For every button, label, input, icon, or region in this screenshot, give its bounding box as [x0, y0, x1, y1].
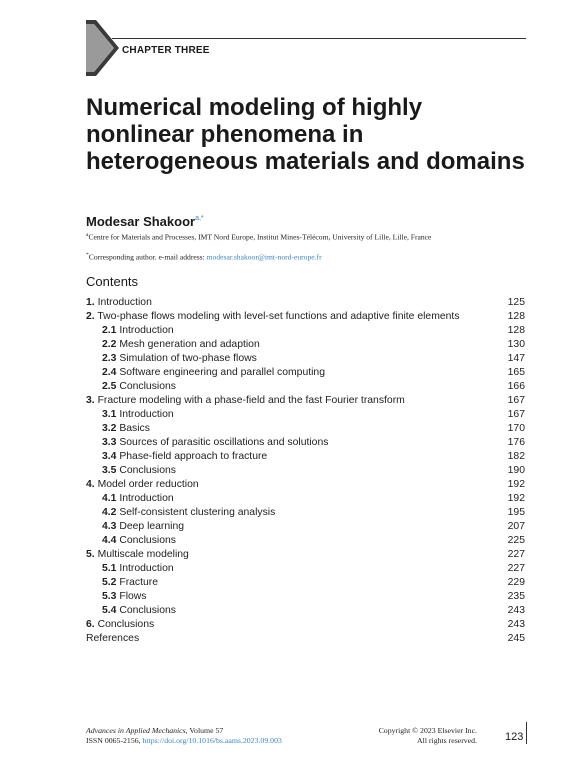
- toc-entry[interactable]: [86, 576, 526, 590]
- page-number-rule: [526, 722, 527, 744]
- toc-entry-number: 4.: [86, 479, 95, 490]
- toc-entry-title: Sources of parasitic oscillations and solutions: [119, 437, 329, 448]
- toc-entry-number: 3.: [86, 395, 95, 406]
- footer-citation: [86, 726, 282, 746]
- toc-entry[interactable]: [86, 478, 526, 492]
- doi-link[interactable]: https://doi.org/10.1016/bs.aams.2023.09.003: [142, 736, 282, 745]
- toc-entry[interactable]: [86, 450, 526, 464]
- toc-entry-title: Conclusions: [119, 465, 176, 476]
- toc-entry-page: 190: [507, 465, 525, 476]
- toc-entry-title: Self-consistent clustering analysis: [119, 507, 276, 518]
- toc-entry-title: Basics: [119, 423, 150, 434]
- corresponding-text: Corresponding author. e-mail address:: [88, 252, 207, 262]
- toc-entry-number: 4.1: [102, 493, 117, 504]
- chapter-rule: [112, 38, 526, 39]
- copyright-text: Copyright © 2023 Elsevier Inc.: [378, 726, 477, 735]
- toc-entry-number: 2.5: [102, 381, 117, 392]
- toc-entry-page: 195: [507, 507, 525, 518]
- toc-entry-title: Fracture: [119, 577, 159, 588]
- email-link[interactable]: modesar.shakoor@imt-nord-europe.fr: [206, 252, 322, 262]
- toc-entry-title: Mesh generation and adaption: [119, 339, 260, 350]
- toc-entry-title: Two-phase flows modeling with level-set functions and adaptive finite elements: [97, 311, 460, 322]
- toc-entry[interactable]: [86, 380, 526, 394]
- toc-entry-number: 3.4: [102, 451, 117, 462]
- toc-entry-number: 5.4: [102, 605, 117, 616]
- toc-entry-title: Conclusions: [119, 381, 176, 392]
- toc-entry[interactable]: [86, 422, 526, 436]
- toc-entry-page: 176: [507, 437, 525, 448]
- affiliation: [86, 230, 526, 243]
- journal-name: Advances in Applied Mechanics: [86, 726, 186, 735]
- toc-entry[interactable]: [86, 520, 526, 534]
- toc-entry[interactable]: [86, 534, 526, 548]
- toc-entry[interactable]: [86, 310, 526, 324]
- toc-entry-title: Deep learning: [119, 521, 185, 532]
- toc-entry-number: 6.: [86, 619, 95, 630]
- toc-entry-page: 166: [507, 381, 525, 392]
- toc-entry[interactable]: [86, 394, 526, 408]
- toc-entry[interactable]: [86, 506, 526, 520]
- toc-entry-title: Software engineering and parallel computing: [119, 367, 325, 378]
- toc-entry-page: 167: [507, 395, 525, 406]
- toc-entry-page: 167: [507, 409, 525, 420]
- author-marks: a,*: [195, 214, 204, 222]
- toc-entry-title: Model order reduction: [97, 479, 199, 490]
- affiliation-text: Centre for Materials and Processes, IMT Nord Europe, Institut Mines-Télécom, University of Lille, Lille, France: [88, 232, 432, 242]
- toc-entry[interactable]: [86, 562, 526, 576]
- toc-entry-number: 5.1: [102, 563, 117, 574]
- toc-entry-number: 4.3: [102, 521, 117, 532]
- contents-heading: Contents: [86, 274, 139, 289]
- toc-entry-page: 182: [507, 451, 525, 462]
- toc-entry-number: 5.3: [102, 591, 117, 602]
- toc-entry[interactable]: [86, 296, 526, 310]
- toc-entry-title: Conclusions: [97, 619, 155, 630]
- chapter-title: Numerical modeling of highly nonlinear phenomena in heterogeneous materials and domains: [86, 94, 525, 175]
- author-line: [86, 214, 204, 229]
- toc-entry[interactable]: [86, 618, 526, 632]
- journal-volume: , Volume 57: [185, 726, 224, 735]
- toc-entry-page: 225: [507, 535, 525, 546]
- toc-entry-title: Conclusions: [119, 535, 176, 546]
- toc-entry-title: Introduction: [97, 297, 152, 308]
- issn: ISSN 0065-2156,: [86, 736, 143, 745]
- toc-entry-title: Simulation of two-phase flows: [119, 353, 257, 364]
- toc-entry-page: 243: [507, 619, 525, 630]
- chapter-chevron-icon: [86, 20, 120, 76]
- toc-entry[interactable]: [86, 436, 526, 450]
- toc-entry-title: Introduction: [119, 325, 174, 336]
- toc-entry-page: 235: [507, 591, 525, 602]
- toc-entry-page: 207: [507, 521, 525, 532]
- toc-entry-page: 192: [507, 493, 525, 504]
- toc-entry[interactable]: [86, 604, 526, 618]
- toc-entry-number: 2.4: [102, 367, 117, 378]
- rights-text: All rights reserved.: [417, 736, 477, 745]
- toc-entry-number: 1.: [86, 297, 95, 308]
- toc-entry-page: 192: [507, 479, 525, 490]
- toc-entry-number: 3.2: [102, 423, 117, 434]
- toc-entry[interactable]: [86, 548, 526, 562]
- toc-entry-title: Introduction: [119, 493, 174, 504]
- toc-entry[interactable]: [86, 366, 526, 380]
- toc-entry-title: Introduction: [119, 563, 174, 574]
- toc-entry-title: References: [86, 633, 140, 644]
- toc-entry-page: 165: [507, 367, 525, 378]
- toc-entry-page: 125: [507, 297, 525, 308]
- toc-entry-number: 2.3: [102, 353, 117, 364]
- toc-entry-page: 170: [507, 423, 525, 434]
- toc-entry[interactable]: [86, 632, 526, 646]
- toc-entry-title: Flows: [119, 591, 147, 602]
- toc-entry-number: 3.1: [102, 409, 117, 420]
- toc-entry-page: 130: [507, 339, 525, 350]
- chapter-label: CHAPTER THREE: [122, 45, 210, 56]
- toc-entry-title: Introduction: [119, 409, 174, 420]
- toc-entry-page: 229: [507, 577, 525, 588]
- page-number: 123: [505, 731, 524, 743]
- toc-entry-title: Fracture modeling with a phase-field and the fast Fourier transform: [97, 395, 405, 406]
- affiliation-mark: a: [86, 232, 89, 238]
- toc-entry-page: 128: [507, 325, 525, 336]
- toc-entry-number: 5.: [86, 549, 95, 560]
- author-name: Modesar Shakoor: [86, 214, 196, 229]
- toc-entry[interactable]: [86, 492, 526, 506]
- toc-entry-number: 4.2: [102, 507, 117, 518]
- footer-copyright: [330, 726, 477, 746]
- toc-entry[interactable]: [86, 352, 526, 366]
- toc-entry-title: Multiscale modeling: [97, 549, 189, 560]
- toc-entry[interactable]: [86, 324, 526, 338]
- toc-entry-page: 243: [507, 605, 525, 616]
- toc-entry-number: 2.2: [102, 339, 117, 350]
- toc-entry-number: 2.: [86, 311, 95, 322]
- toc-entry-number: 2.1: [102, 325, 117, 336]
- corresponding-author: [86, 250, 526, 263]
- toc-entry-number: 3.3: [102, 437, 117, 448]
- toc-entry[interactable]: [86, 338, 526, 352]
- toc-entry[interactable]: [86, 590, 526, 604]
- toc-entry-number: 4.4: [102, 535, 117, 546]
- table-of-contents: [86, 296, 526, 646]
- toc-entry-page: 227: [507, 563, 525, 574]
- toc-entry-page: 245: [507, 633, 525, 644]
- corresponding-mark: *: [86, 252, 89, 258]
- toc-entry-title: Conclusions: [119, 605, 176, 616]
- toc-entry-number: 5.2: [102, 577, 117, 588]
- toc-entry-page: 147: [507, 353, 525, 364]
- toc-entry[interactable]: [86, 464, 526, 478]
- toc-entry-title: Phase-field approach to fracture: [119, 451, 268, 462]
- toc-entry-page: 128: [507, 311, 525, 322]
- toc-entry[interactable]: [86, 408, 526, 422]
- toc-entry-page: 227: [507, 549, 525, 560]
- toc-entry-number: 3.5: [102, 465, 117, 476]
